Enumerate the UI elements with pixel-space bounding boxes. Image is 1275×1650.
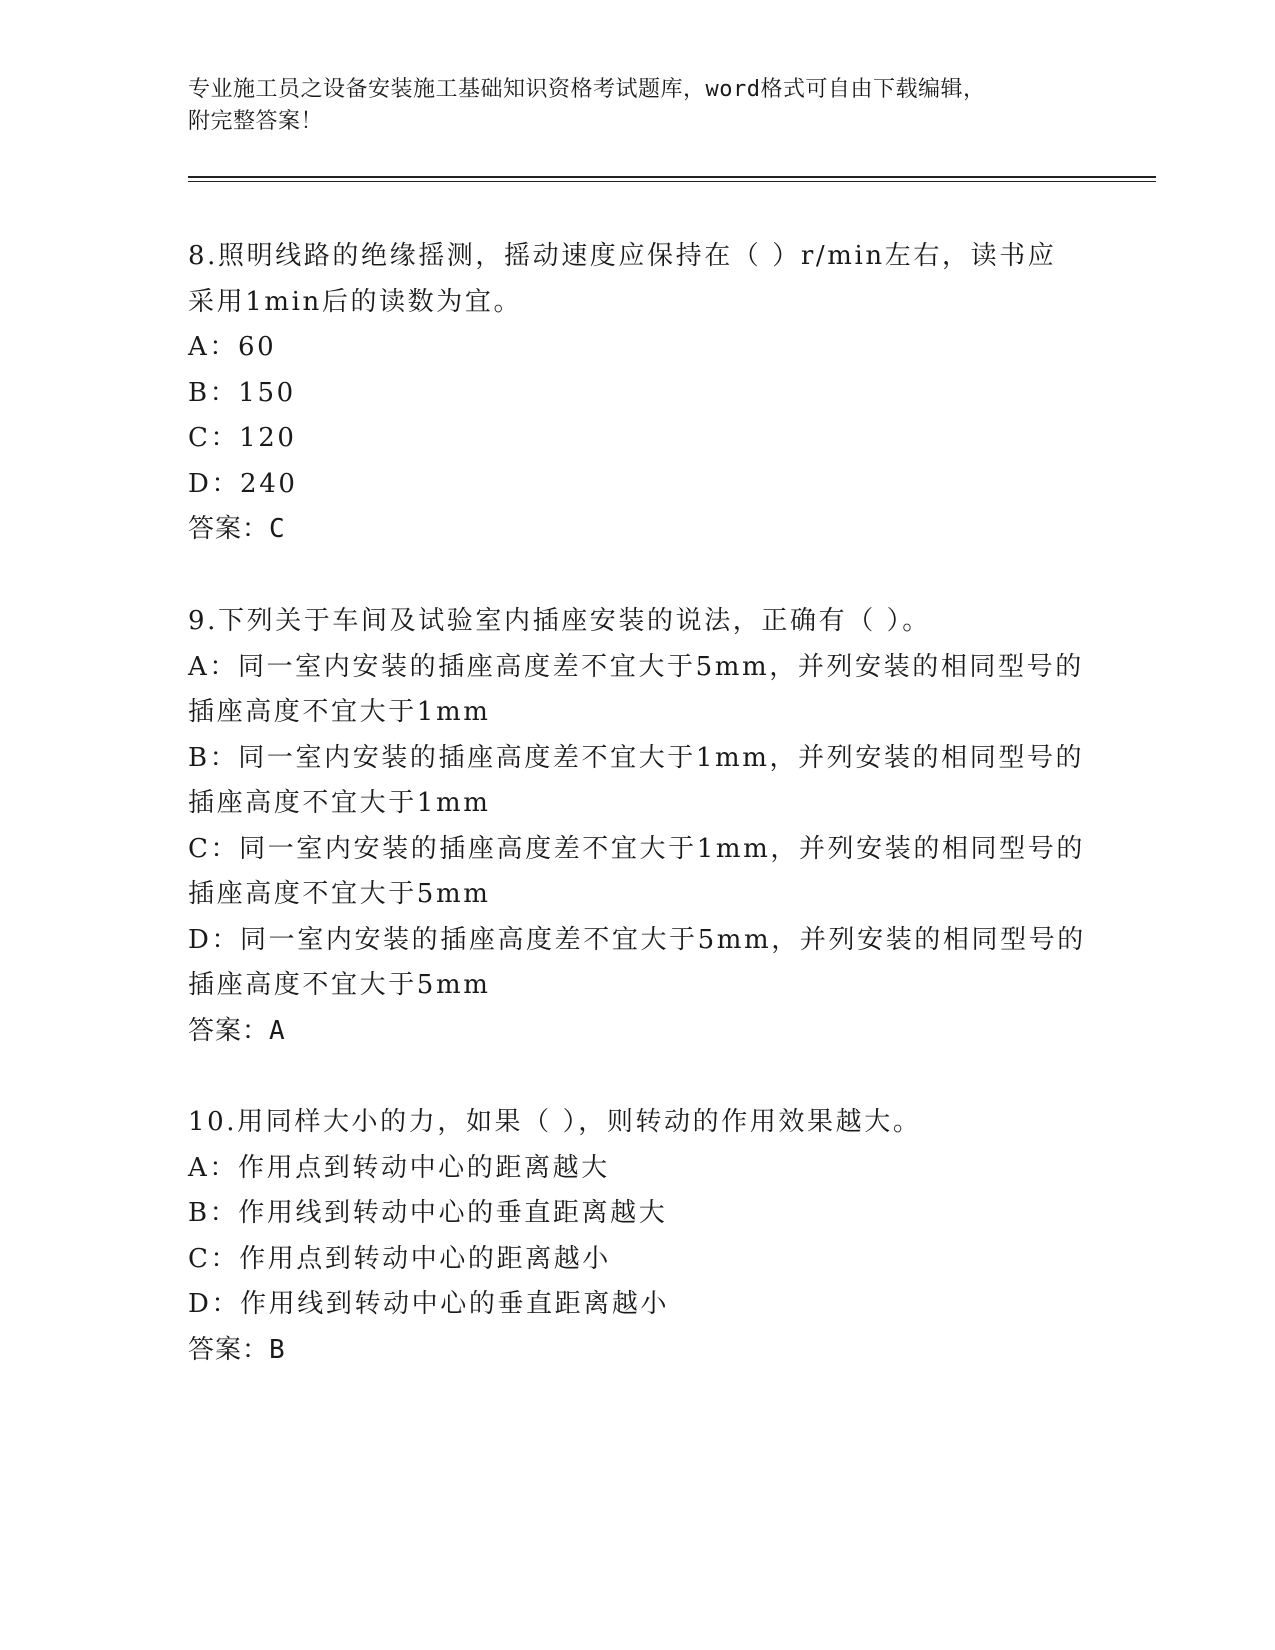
- option-d: D：240: [188, 468, 298, 499]
- option-a: A：同一室内安装的插座高度差不宜大于5mm，并列安装的相同型号的: [188, 651, 1084, 682]
- option-b: B：作用线到转动中心的垂直距离越大: [188, 1198, 668, 1228]
- header-divider-bottom: [188, 181, 1156, 182]
- option-b: B：150: [188, 377, 296, 408]
- question-stem-line: 10.用同样大小的力，如果（ ），则转动的作用效果越大。: [188, 1107, 922, 1137]
- header-line-2: 附完整答案！: [188, 109, 324, 134]
- question-8: [188, 234, 1068, 553]
- question-9: [188, 599, 1086, 1054]
- question-10: [188, 1100, 1068, 1373]
- option-a-continued: 插座高度不宜大于1mm: [188, 697, 491, 727]
- header-divider-top: [188, 176, 1156, 178]
- option-d-continued: 插座高度不宜大于5mm: [188, 970, 491, 1000]
- option-b-continued: 插座高度不宜大于1mm: [188, 788, 491, 818]
- document-header: [188, 74, 1068, 138]
- option-d: D：同一室内安装的插座高度差不宜大于5mm，并列安装的相同型号的: [188, 924, 1086, 955]
- answer: 答案：B: [188, 1334, 286, 1365]
- option-d: D：作用线到转动中心的垂直距离越小: [188, 1289, 670, 1319]
- question-stem-line: 9.下列关于车间及试验室内插座安装的说法，正确有（ ）。: [188, 606, 931, 636]
- option-c: C：作用点到转动中心的距离越小: [188, 1243, 611, 1274]
- answer: 答案：C: [188, 514, 286, 544]
- option-c: C：120: [188, 423, 297, 453]
- option-a: A：60: [188, 332, 277, 362]
- question-stem-line: 8.照明线路的绝缘摇测，摇动速度应保持在（ ）r/min左右，读书应: [188, 241, 1057, 271]
- option-a: A：作用点到转动中心的距离越大: [188, 1152, 610, 1183]
- answer: 答案：A: [188, 1015, 286, 1046]
- option-b: B：同一室内安装的插座高度差不宜大于1mm，并列安装的相同型号的: [188, 742, 1085, 773]
- option-c: C：同一室内安装的插座高度差不宜大于1mm，并列安装的相同型号的: [188, 833, 1085, 864]
- header-line-1: 专业施工员之设备安装施工基础知识资格考试题库，word格式可自由下载编辑，: [188, 77, 986, 102]
- option-c-continued: 插座高度不宜大于5mm: [188, 879, 491, 909]
- question-stem-line: 采用1min后的读数为宜。: [188, 286, 523, 317]
